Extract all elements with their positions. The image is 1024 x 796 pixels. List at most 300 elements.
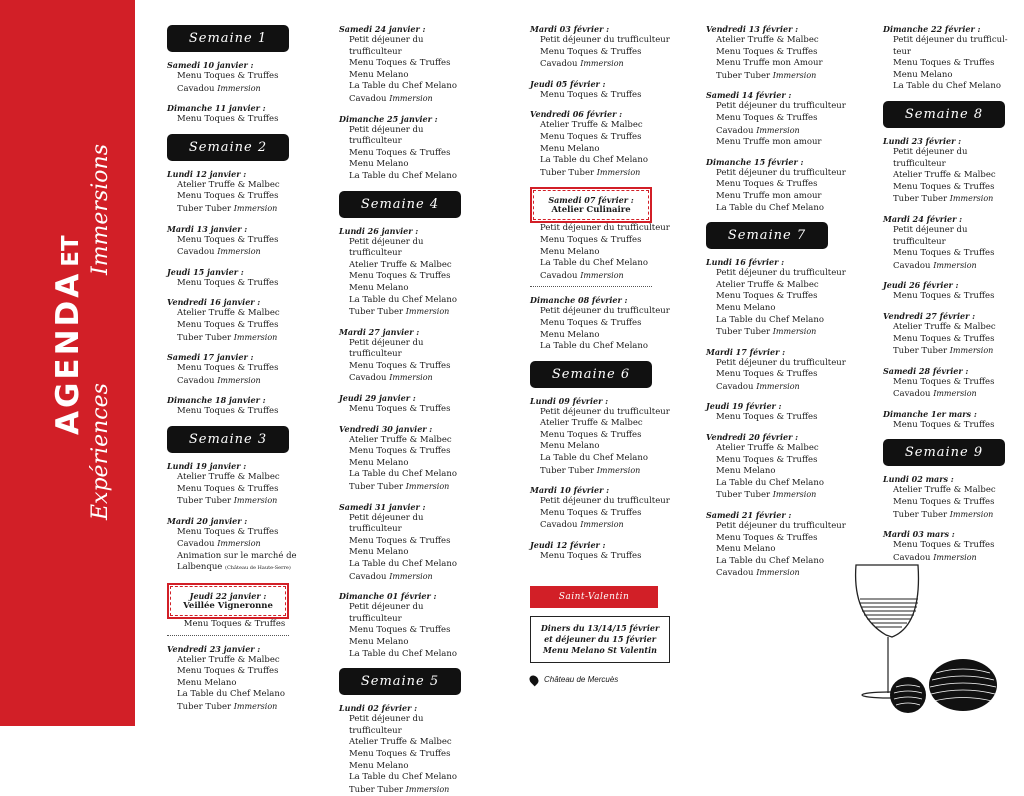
event-item	[883, 248, 1018, 260]
event-item-text: Atelier Truffe & Malbec	[177, 179, 280, 190]
event-item	[883, 322, 1018, 334]
event-item	[167, 666, 302, 678]
event-item-text: La Table du Chef Melano	[716, 314, 824, 325]
event-item	[706, 544, 846, 556]
day-label: Samedi 10 janvier :	[167, 60, 254, 70]
event-item-text: Menu Toques & Truffes	[177, 71, 279, 81]
event-item	[167, 71, 302, 83]
event-item	[167, 320, 302, 332]
event-item-text: Cavadou	[540, 59, 578, 70]
immersion-tag: Immersion	[405, 784, 450, 794]
week-heading-wrap	[167, 426, 302, 453]
day-label: Vendredi 16 janvier :	[167, 297, 261, 308]
valentin-line-1: Diners du 13/14/15 février	[540, 623, 660, 633]
event-item	[339, 372, 474, 385]
event-item-text: Menu Melano	[177, 677, 237, 688]
valentin-diners-box	[530, 616, 670, 663]
event-item	[530, 430, 670, 442]
event-item-text: Petit déjeuner du trufficulteur	[349, 602, 424, 624]
event-item	[339, 361, 474, 373]
event-item	[339, 125, 474, 148]
event-item-text: Atelier Truffe & Malbec	[177, 471, 280, 482]
event-item	[530, 341, 670, 353]
event-item	[167, 655, 302, 667]
event-item	[706, 179, 846, 191]
event-item	[167, 278, 302, 290]
event-item-text: Atelier Truffe & Malbec	[716, 35, 819, 45]
day-label: Jeudi 05 février :	[530, 78, 606, 89]
event-item	[339, 602, 474, 625]
week-heading: Semaine 6	[530, 361, 652, 388]
column-3	[530, 16, 670, 563]
event-item	[530, 120, 670, 132]
week-heading-wrap	[339, 191, 474, 218]
event-item-text: La Table du Chef Melano	[540, 258, 648, 269]
week-heading-wrap	[883, 439, 1018, 466]
highlight-day: Samedi 07 février :	[548, 195, 634, 206]
event-item-text: Petit déjeuner du trufficulteur	[716, 101, 846, 112]
event-item-text: Menu Toques & Truffes	[177, 526, 279, 537]
day-label: Vendredi 23 janvier :	[167, 643, 261, 654]
day-label: Lundi 02 février :	[339, 703, 418, 714]
event-item-text: Tuber Tuber	[177, 702, 232, 713]
immersion-tag: Immersion	[772, 490, 817, 500]
event-item	[339, 737, 474, 749]
event-item	[530, 132, 670, 144]
event-item	[883, 260, 1018, 273]
event-item-text: La Table du Chef Melano	[349, 559, 457, 569]
day-label: Lundi 23 février :	[883, 135, 962, 146]
event-item-text: Menu Toques & Truffes	[177, 363, 279, 374]
event-item	[339, 306, 474, 319]
week-heading-wrap	[883, 101, 1018, 128]
event-item	[883, 170, 1018, 182]
event-item-text: Lalbenque	[177, 562, 223, 573]
event-item-text: Menu Melano	[349, 547, 409, 558]
event-item	[339, 547, 474, 559]
event-item-text: Menu Toques & Truffes	[716, 412, 818, 423]
event-item-text: La Table du Chef Melano	[716, 202, 824, 213]
event-item-text: Cavadou	[177, 539, 215, 550]
event-item-text: Cavadou	[540, 270, 578, 281]
immersion-tag: Immersion	[756, 381, 800, 391]
event-item	[706, 521, 846, 533]
week-heading-wrap	[167, 134, 302, 161]
day-label: Samedi 24 janvier :	[339, 24, 426, 34]
day-label: Jeudi 12 février :	[530, 540, 606, 551]
immersion-tag: Immersion	[405, 482, 450, 492]
event-item-text: Menu Melano	[349, 760, 409, 771]
dotted-divider	[530, 286, 652, 287]
event-item-text: Atelier Truffe & Malbec	[893, 321, 996, 332]
event-item-text: La Table du Chef Melano	[349, 81, 457, 92]
event-item	[339, 435, 474, 447]
immersion-tag: Immersion	[389, 571, 433, 581]
event-item-text: Menu Toques & Truffes	[893, 181, 995, 192]
week-heading: Semaine 9	[883, 439, 1005, 466]
event-item	[167, 203, 302, 216]
immersion-tag: Immersion	[217, 83, 261, 93]
event-item	[706, 412, 846, 424]
highlight-title: Veillée Vigneronne	[183, 601, 273, 612]
immersion-tag: Immersion	[233, 496, 278, 506]
event-item-text: Atelier Truffe & Malbec	[540, 418, 643, 429]
event-item-text: Petit déjeuner du trufficulteur	[349, 124, 424, 147]
event-item-text: Cavadou	[177, 375, 215, 386]
event-item-text: Menu Toques & Truffes	[349, 404, 451, 415]
event-item	[339, 159, 474, 171]
sidebar-title	[50, 235, 86, 435]
event-item-text: La Table du Chef Melano	[540, 341, 648, 352]
event-item	[339, 237, 474, 260]
event-item	[530, 58, 670, 71]
immersion-tag: Immersion	[756, 568, 800, 578]
event-item-text: Menu Truffe mon Amour	[716, 58, 823, 69]
immersion-tag: Immersion	[756, 125, 800, 135]
immersion-tag: Immersion	[933, 260, 977, 270]
day-label: Samedi 28 février :	[883, 365, 969, 376]
event-item-text: Menu Toques & Truffes	[349, 535, 451, 546]
event-item	[706, 303, 846, 315]
event-item	[339, 148, 474, 160]
event-item	[339, 469, 474, 481]
event-item	[706, 191, 846, 203]
week-heading: Semaine 8	[883, 101, 1005, 128]
event-item	[339, 446, 474, 458]
location-text: Château de Mercuès	[544, 675, 619, 685]
event-item-text: Menu Toques & Truffes	[177, 277, 279, 288]
event-item	[167, 332, 302, 345]
event-item	[706, 556, 846, 568]
saint-valentin-block	[530, 586, 670, 685]
day-label: Mardi 03 février :	[530, 24, 610, 34]
saint-valentin-banner: Saint-Valentin	[530, 586, 658, 608]
event-item	[339, 35, 474, 58]
event-item-text: Menu Toques & Truffes	[349, 748, 451, 759]
event-item-text: Menu Melano	[349, 457, 409, 468]
event-item-text: Menu Toques & Truffes	[716, 454, 818, 465]
event-item-text: Atelier Truffe & Malbec	[716, 443, 819, 454]
event-item-text: Tuber Tuber	[177, 496, 232, 507]
event-item	[706, 280, 846, 292]
event-item-text: Cavadou	[177, 83, 215, 94]
location-pin-icon	[528, 674, 541, 687]
event-item-text: Menu Toques & Truffes	[540, 131, 642, 142]
event-item-text: Menu Toques & Truffes	[540, 317, 642, 328]
event-item	[530, 270, 670, 283]
event-item	[706, 358, 846, 370]
event-item	[167, 83, 302, 96]
event-item	[167, 363, 302, 375]
event-item	[706, 291, 846, 303]
event-item-text: La Table du Chef Melano	[349, 294, 457, 305]
event-item	[339, 714, 474, 737]
event-item-text: Tuber Tuber	[893, 346, 948, 357]
event-item	[883, 334, 1018, 346]
event-item-text: Menu Toques & Truffes	[177, 406, 279, 417]
day-label: Mardi 13 janvier :	[167, 223, 248, 234]
day-label: Samedi 31 janvier :	[339, 501, 426, 512]
event-item	[530, 223, 670, 235]
immersion-tag: Immersion	[233, 203, 278, 213]
column-1	[167, 17, 302, 714]
event-item	[883, 81, 1018, 93]
week-heading: Semaine 5	[339, 668, 461, 695]
event-item	[883, 182, 1018, 194]
week-heading-wrap	[339, 668, 474, 695]
event-item-text: Petit déjeuner du trufficulteur	[716, 167, 846, 178]
event-item	[530, 155, 670, 167]
event-item	[339, 649, 474, 661]
day-label: Dimanche 11 janvier :	[167, 103, 266, 114]
event-item	[883, 540, 1018, 552]
event-item	[530, 35, 670, 47]
event-item	[339, 784, 474, 796]
event-item	[883, 70, 1018, 82]
highlight-title: Atelier Culinaire	[551, 205, 631, 216]
event-item-text: Menu Melano	[349, 69, 409, 80]
event-item-text: Menu Toques & Truffes	[183, 619, 286, 630]
day-label: Dimanche 25 janvier :	[339, 113, 438, 124]
event-item	[706, 315, 846, 327]
event-item-text: Petit déjeuner du trufficulteur	[716, 521, 846, 532]
event-item	[706, 113, 846, 125]
event-item-text: Menu Toques & Truffes	[540, 46, 642, 57]
event-item-text: La Table du Chef Melano	[177, 689, 285, 700]
event-item	[339, 513, 474, 536]
event-item	[706, 70, 846, 83]
valentin-line-3: Menu Melano St Valentin	[543, 645, 657, 655]
experiences-title: Expériences	[88, 383, 113, 520]
event-item-text: Atelier Truffe & Malbec	[540, 120, 643, 131]
immersion-tag: Immersion	[580, 59, 624, 69]
event-item-text: Menu Toques & Truffes	[716, 291, 818, 302]
immersion-tag: Immersion	[949, 194, 994, 204]
event-item	[530, 330, 670, 342]
event-item-text: Atelier Truffe & Malbec	[893, 485, 996, 496]
event-item-text: Cavadou	[716, 381, 754, 392]
event-item-text: Tuber Tuber	[893, 509, 948, 520]
event-item	[706, 489, 846, 502]
immersion-tag: Immersion	[596, 465, 641, 475]
event-item-text: Menu Toques & Truffes	[893, 376, 995, 387]
immersion-tag: Immersion	[772, 70, 817, 80]
immersion-tag: Immersion	[772, 327, 817, 337]
week-heading-wrap	[167, 25, 302, 52]
day-label: Mardi 10 février :	[530, 485, 610, 496]
event-item	[167, 689, 302, 701]
event-item-text: Petit déjeuner du trufficulteur	[540, 35, 670, 45]
event-item	[883, 291, 1018, 303]
event-item-text: Cavadou	[893, 260, 931, 271]
event-item	[167, 562, 302, 575]
event-item-text: Tuber Tuber	[716, 490, 771, 501]
event-item-text: La Table du Chef Melano	[540, 453, 648, 464]
event-item	[339, 58, 474, 70]
event-item	[883, 58, 1018, 70]
event-item-text: La Table du Chef Melano	[716, 477, 824, 488]
event-item	[530, 258, 670, 270]
event-item-text: Cavadou	[716, 568, 754, 579]
immersion-tag: Immersion	[405, 307, 450, 317]
immersion-tag: Immersion	[596, 167, 641, 177]
event-item-text: Petit déjeuner du trufficul-	[893, 35, 1008, 45]
event-item	[706, 466, 846, 478]
event-item	[339, 70, 474, 82]
day-label: Dimanche 22 février :	[883, 24, 981, 34]
event-item-text: La Table du Chef Melano	[540, 155, 648, 166]
day-label: Vendredi 20 février :	[706, 432, 799, 443]
immersions-title: Immersions	[88, 144, 113, 275]
immersion-tag: Immersion	[217, 539, 261, 549]
event-item-text: Petit déjeuner du trufficulteur	[349, 337, 424, 360]
event-item-text: Cavadou	[893, 389, 931, 400]
event-item	[167, 375, 302, 388]
event-item	[883, 35, 1018, 47]
dotted-divider	[167, 635, 289, 636]
event-item-text: Tuber Tuber	[177, 203, 232, 214]
event-item	[167, 527, 302, 539]
event-item	[706, 47, 846, 59]
event-item	[706, 268, 846, 280]
event-item	[339, 458, 474, 470]
event-item-text: Tuber Tuber	[716, 327, 771, 338]
event-item-text: Menu Toques & Truffes	[349, 625, 451, 636]
event-item	[339, 283, 474, 295]
event-item	[883, 47, 1018, 59]
event-item-text: Menu Melano	[349, 636, 409, 647]
event-item	[706, 478, 846, 490]
event-item-text: Menu Toques & Truffes	[716, 179, 818, 190]
event-item-text: Tuber Tuber	[349, 307, 404, 318]
event-item	[167, 551, 302, 563]
event-item	[883, 420, 1018, 432]
event-item-text: Menu Toques & Truffes	[893, 248, 995, 259]
immersion-tag: Immersion	[233, 332, 278, 342]
event-item-text: Tuber Tuber	[540, 167, 595, 178]
event-item	[530, 407, 670, 419]
column-5	[883, 16, 1018, 564]
location-line	[530, 675, 670, 685]
week-heading-wrap	[706, 222, 846, 249]
highlight-day: Jeudi 22 janvier :	[189, 591, 267, 602]
event-item	[167, 191, 302, 203]
immersion-tag: Immersion	[217, 375, 261, 385]
event-item	[339, 271, 474, 283]
week-heading: Semaine 3	[167, 426, 289, 453]
event-item-text: Menu Melano	[540, 143, 600, 154]
event-item-text: Menu Toques & Truffes	[716, 532, 818, 543]
event-item	[706, 455, 846, 467]
event-item-text: La Table du Chef Melano	[349, 469, 457, 480]
event-item-text: Menu Toques & Truffes	[177, 191, 279, 202]
immersion-tag: Immersion	[233, 702, 278, 712]
day-label: Vendredi 13 février :	[706, 24, 799, 34]
event-item-text: Menu Toques & Truffes	[893, 540, 995, 551]
event-item	[530, 318, 670, 330]
event-item	[167, 114, 302, 126]
event-item	[530, 306, 670, 318]
event-item	[339, 559, 474, 571]
immersion-tag: Immersion	[389, 93, 433, 103]
day-label: Mardi 27 janvier :	[339, 326, 420, 337]
event-item	[339, 637, 474, 649]
valentin-line-2: et déjeuner du 15 février	[544, 634, 656, 644]
event-item-text: Petit déjeuner du trufficulteur	[349, 35, 424, 57]
event-item-text: Menu Toques & Truffes	[349, 360, 451, 371]
immersion-tag: Immersion	[949, 509, 994, 519]
immersion-tag: Immersion	[580, 270, 624, 280]
event-item	[530, 453, 670, 465]
event-item-text: Menu Toques & Truffes	[716, 369, 818, 380]
event-item-text: Menu Toques & Truffes	[177, 234, 279, 245]
event-item	[706, 203, 846, 215]
event-item-text: teur	[893, 46, 911, 57]
event-item-text: Menu Toques & Truffes	[349, 147, 451, 158]
event-item	[167, 484, 302, 496]
event-item-text: Menu Toques & Truffes	[177, 666, 279, 677]
event-item	[883, 377, 1018, 389]
event-item	[530, 441, 670, 453]
day-label: Dimanche 08 février :	[530, 295, 628, 306]
event-item	[706, 168, 846, 180]
event-item-text: Cavadou	[716, 125, 754, 136]
event-item	[706, 369, 846, 381]
event-item-text: Menu Melano	[893, 69, 953, 80]
event-item	[530, 47, 670, 59]
event-item-text: Menu Toques & Truffes	[716, 112, 818, 123]
event-item-text: Petit déjeuner du trufficulteur	[716, 357, 846, 368]
day-label: Jeudi 26 février :	[883, 280, 959, 291]
event-note: (Château de Haute-Serre)	[225, 565, 291, 572]
event-item	[883, 509, 1018, 522]
highlight-event-box	[167, 583, 289, 619]
event-item	[339, 772, 474, 784]
day-label: Lundi 12 janvier :	[167, 168, 247, 179]
agenda-title: AGENDA	[50, 270, 86, 435]
event-item-text: La Table du Chef Melano	[349, 170, 457, 181]
event-item-text: Menu Toques & Truffes	[177, 319, 279, 330]
event-item-text: Atelier Truffe & Malbec	[177, 308, 280, 319]
event-item	[339, 338, 474, 361]
event-item	[883, 345, 1018, 358]
event-item	[706, 35, 846, 47]
day-label: Lundi 26 janvier :	[339, 225, 419, 236]
event-item	[339, 93, 474, 106]
week-heading: Semaine 7	[706, 222, 828, 249]
day-label: Samedi 17 janvier :	[167, 352, 254, 363]
event-item-text: Petit déjeuner du trufficulteur	[349, 714, 424, 736]
day-label: Lundi 19 janvier :	[167, 460, 247, 471]
event-item-text: Menu Truffe mon amour	[716, 190, 822, 201]
event-item-text: Menu Toques & Truffes	[177, 483, 279, 494]
event-item-text: Menu Toques & Truffes	[349, 446, 451, 457]
event-item	[530, 235, 670, 247]
event-item-text: Atelier Truffe & Malbec	[349, 737, 452, 748]
event-item	[706, 326, 846, 339]
event-item	[339, 81, 474, 93]
event-item-text: Menu Toques & Truffes	[540, 89, 642, 100]
event-item	[530, 465, 670, 478]
event-item	[530, 144, 670, 156]
event-item	[167, 406, 302, 418]
event-item-text: Petit déjeuner du trufficulteur	[540, 496, 670, 507]
immersion-tag: Immersion	[389, 373, 433, 383]
event-item-text: Menu Melano	[716, 544, 776, 555]
event-item-text: Petit déjeuner du trufficulteur	[349, 236, 424, 259]
event-item-text: Cavadou	[540, 520, 578, 531]
event-item-text: Menu Melano	[540, 441, 600, 452]
